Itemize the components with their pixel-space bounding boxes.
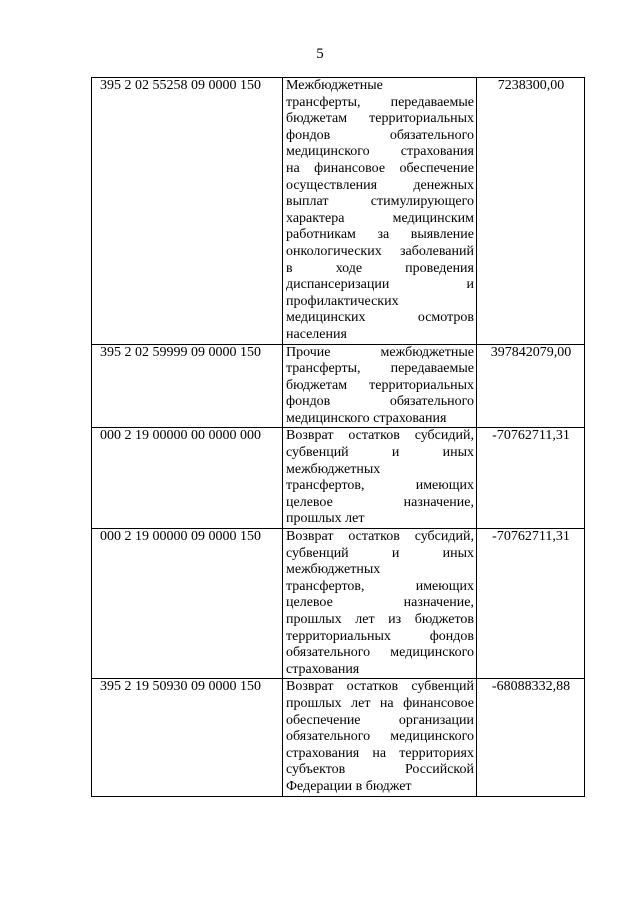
table-row <box>92 529 585 679</box>
income-name-line: работникам за выявление <box>286 227 474 243</box>
budget-code-cell: 000 2 19 00000 09 0000 150 <box>92 529 283 679</box>
income-name-line: фондов обязательного <box>286 127 474 143</box>
income-name-line: осуществления денежных <box>286 177 474 193</box>
income-name-cell <box>283 679 477 796</box>
income-name-line: медицинских осмотров <box>286 310 474 326</box>
budget-code-cell: 395 2 19 50930 09 0000 150 <box>92 679 283 796</box>
income-name-line: страхования <box>286 661 360 677</box>
income-name-line: характера медицинским <box>286 210 474 226</box>
income-name-line: Возврат остатков субсидий, <box>286 428 474 444</box>
income-name-line: прошлых лет на финансовое <box>286 695 474 711</box>
income-name-line: медицинского страхования <box>286 144 474 160</box>
income-name-line: субвенций и иных <box>286 545 474 561</box>
income-name-line: межбюджетных <box>286 461 381 477</box>
income-name-line: выплат стимулирующего <box>286 194 474 210</box>
amount-cell: 397842079,00 <box>477 344 585 428</box>
budget-code-cell: 395 2 02 55258 09 0000 150 <box>92 78 283 345</box>
income-name-cell <box>283 344 477 428</box>
income-name-line: целевое назначение, <box>286 595 474 611</box>
amount-cell: -68088332,88 <box>477 679 585 796</box>
income-name-line: трансферты, передаваемые <box>286 361 474 377</box>
income-name-line: Межбюджетные <box>286 78 383 93</box>
budget-code-cell: 395 2 02 59999 09 0000 150 <box>92 344 283 428</box>
amount-cell: -70762711,31 <box>477 428 585 529</box>
income-name-line: целевое назначение, <box>286 494 474 510</box>
income-name-line: бюджетам территориальных <box>286 111 474 127</box>
table-row <box>92 679 585 796</box>
amount-cell: -70762711,31 <box>477 529 585 679</box>
table-row <box>92 78 585 345</box>
income-name-line: межбюджетных <box>286 562 381 578</box>
income-name-line: населения <box>286 326 347 342</box>
income-name-line: диспансеризации и <box>286 277 474 293</box>
income-name-line: прошлых лет из бюджетов <box>286 612 474 627</box>
page-number: 5 <box>316 46 324 62</box>
table-row <box>92 428 585 529</box>
income-name-line: в ходе проведения <box>286 260 474 276</box>
income-name-line: обязательного медицинского <box>286 729 474 745</box>
income-name-line: на финансовое обеспечение <box>286 160 474 176</box>
table-row <box>92 344 585 428</box>
income-name-line: трансферты, передаваемые <box>286 94 474 110</box>
income-name-cell <box>283 529 477 679</box>
income-name-cell <box>283 78 477 345</box>
amount-cell: 7238300,00 <box>477 78 585 345</box>
income-name-line: территориальных фондов <box>286 628 474 644</box>
income-name-line: страхования на территориях <box>286 745 474 761</box>
income-name-line: трансфертов, имеющих <box>286 478 474 494</box>
income-name-line: обязательного медицинского <box>286 645 474 661</box>
income-name-line: бюджетам территориальных <box>286 377 474 393</box>
income-name-line: онкологических заболеваний <box>286 243 474 259</box>
income-name-line: Федерации в бюджет <box>286 778 412 794</box>
income-name-line: профилактических <box>286 293 399 309</box>
budget-table <box>91 77 585 797</box>
income-name-line: Возврат остатков субвенций <box>286 679 474 695</box>
income-name-line: Возврат остатков субсидий, <box>286 529 474 545</box>
income-name-line: обеспечение организации <box>286 712 474 728</box>
income-name-line: фондов обязательного <box>286 394 474 410</box>
budget-code-cell: 000 2 19 00000 00 0000 000 <box>92 428 283 529</box>
income-name-line: трансфертов, имеющих <box>286 578 474 594</box>
income-name-line: субвенций и иных <box>286 445 474 461</box>
income-name-line: прошлых лет <box>286 511 365 527</box>
budget-table-body <box>92 78 585 797</box>
income-name-line: медицинского страхования <box>286 410 447 426</box>
income-name-line: Прочие межбюджетные <box>286 344 474 360</box>
income-name-cell <box>283 428 477 529</box>
income-name-line: субъектов Российской <box>286 762 474 778</box>
